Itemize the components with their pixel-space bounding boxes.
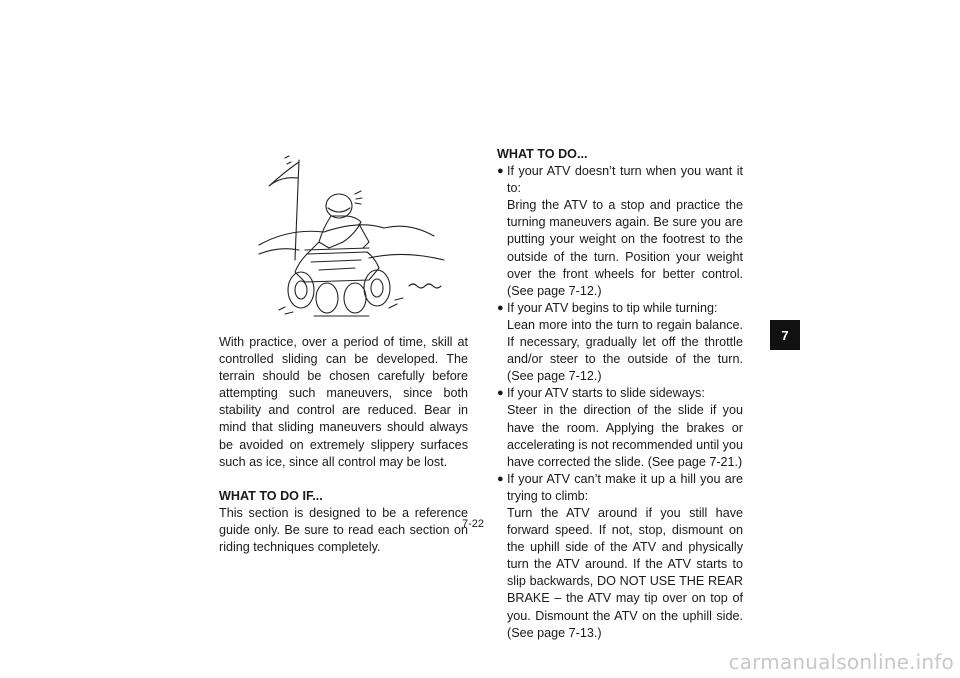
bullet-lead: If your ATV begins to tip while turning:	[507, 300, 718, 315]
page-number: 7-22	[462, 518, 485, 530]
bullet-body: Lean more into the turn to regain balance. If necessary, gradually let off the throttle and/or steer to the outside of the turn. (See page 7-12.)	[507, 317, 743, 384]
bullet-lead: If your ATV can’t make it up a hill you are trying to climb:	[507, 471, 743, 503]
right-column	[497, 146, 743, 642]
list-item	[497, 471, 743, 642]
list-item	[497, 163, 743, 300]
watermark: carmanualsonline.info	[728, 650, 954, 674]
bullet-body: Turn the ATV around if you still have forward speed. If not, stop, dismount on the uphill side of the ATV and physically turn the ATV around. If the ATV starts to slip backwards, DO NOT USE THE REAR BRAKE – the ATV may tip over on top of you. Dismount the ATV on the uphill side. (See page 7-13.)	[507, 505, 743, 640]
bullet-icon: ●	[497, 165, 504, 178]
left-column	[219, 334, 468, 556]
list-item	[497, 300, 743, 385]
bullet-icon: ●	[497, 387, 504, 400]
list-item	[497, 385, 743, 470]
bullet-icon: ●	[497, 301, 504, 314]
what-to-do-heading: WHAT TO DO...	[497, 147, 588, 161]
what-to-do-if-heading: WHAT TO DO IF...	[219, 488, 323, 503]
bullet-lead: If your ATV doesn’t turn when you want it to:	[507, 164, 743, 196]
bullet-icon: ●	[497, 472, 504, 485]
atv-rider-illustration	[219, 150, 468, 328]
intro-paragraph: With practice, over a period of time, skill at controlled sliding can be developed. The terrain should be chosen carefully before attempting such maneuvers, since both stability and control are reduced. Bear in mind that sliding maneuvers should always be avoided on extremely slippery surfaces such as ice, since all control may be lost.	[219, 335, 468, 469]
chapter-tab: 7	[770, 320, 800, 350]
bullet-lead: If your ATV starts to slide sideways:	[507, 386, 705, 401]
bullet-body: Steer in the direction of the slide if you have the room. Applying the brakes or accelerating is not recommended until you have corrected the slide. (See page 7-21.)	[507, 403, 743, 469]
atv-rider-sliding-illustration	[219, 150, 468, 328]
reference-guide-paragraph: This section is designed to be a reference guide only. Be sure to read each section on riding techniques completely.	[219, 505, 468, 555]
bullet-body: Bring the ATV to a stop and practice the turning maneuvers again. Be sure you are putting your weight on the footrest to the outside of the turn. Position your weight over the front wheels for better control. (See page 7-12.)	[507, 198, 743, 298]
